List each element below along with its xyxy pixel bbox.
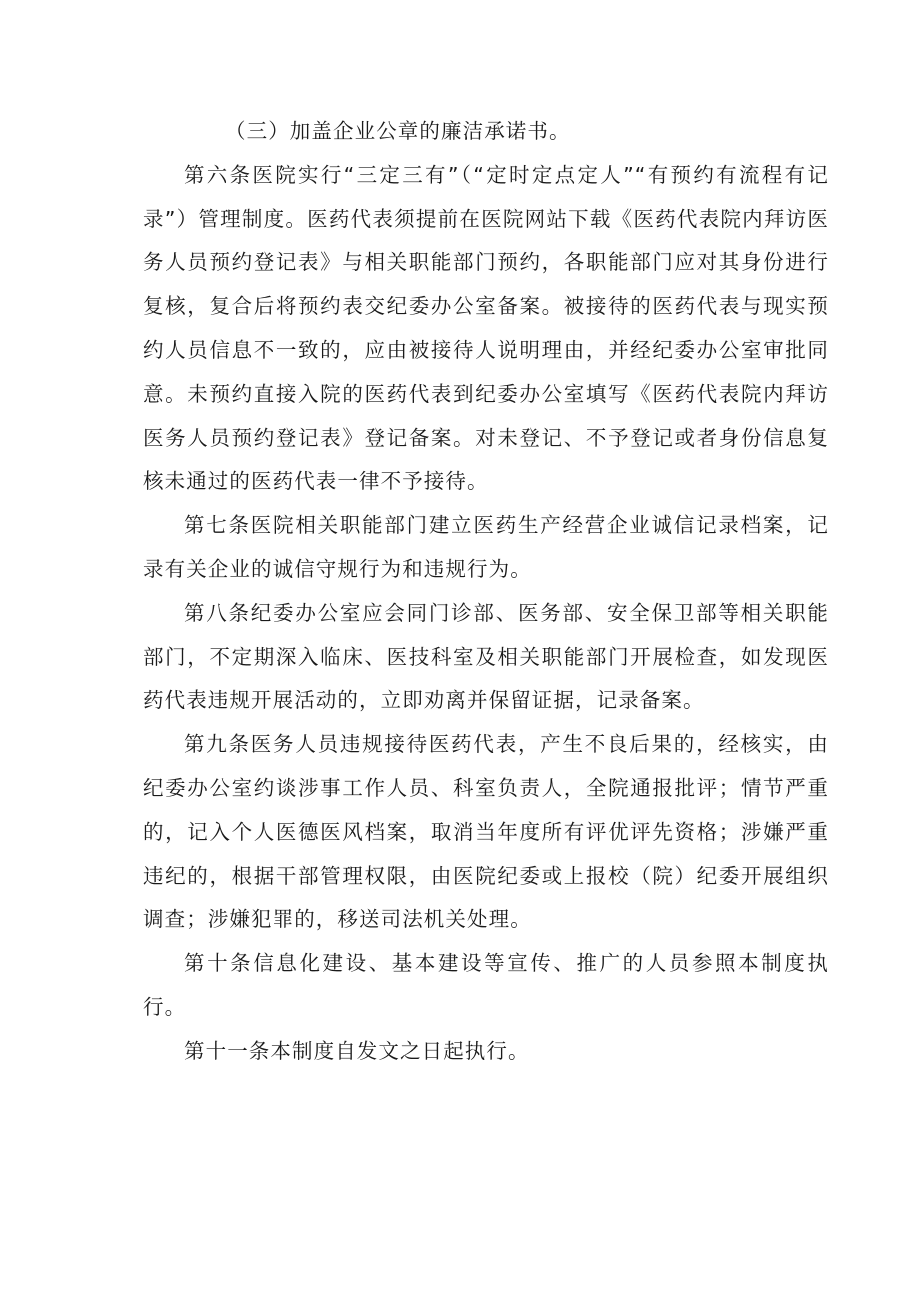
article-8: 第八条纪委办公室应会同门诊部、医务部、安全保卫部等相关职能部门，不定期深入临床、医技科室及相关职能部门开展检查，如发现医药代表违规开展活动的，立即劝离并保留证据，记录备案。 — [143, 600, 829, 713]
article-9: 第九条医务人员违规接待医药代表，产生不良后果的，经核实，由纪委办公室约谈涉事工作人员、科室负责人，全院通报批评；情节严重的，记入个人医德医风档案，取消当年度所有评优评先资格；涉嫌严重违纪的，根据干部管理权限，由医院纪委或上报校（院）纪委开展组织调查；涉嫌犯罪的，移送司法机关处理。 — [143, 732, 829, 932]
article-7: 第七条医院相关职能部门建立医药生产经营企业诚信记录档案，记录有关企业的诚信守规行为和违规行为。 — [143, 513, 829, 581]
paragraph-item-3: （三）加盖企业公章的廉洁承诺书。 — [225, 119, 571, 143]
document-body — [143, 110, 829, 1074]
article-6: 第六条医院实行“三定三有”（“定时定点定人”“有预约有流程有记录”）管理制度。医药代表须提前在医院网站下载《医药代表院内拜访医务人员预约登记表》与相关职能部门预约，各职能部门应对其身份进行复核，复合后将预约表交纪委办公室备案。被接待的医药代表与现实预约人员信息不一致的，应由被接待人说明理由，并经纪委办公室审批同意。未预约直接入院的医药代表到纪委办公室填写《医药代表院内拜访医务人员预约登记表》登记备案。对未登记、不予登记或者身份信息复核未通过的医药代表一律不予接待。 — [143, 162, 829, 494]
article-11: 第十一条本制度自发文之日起执行。 — [184, 1038, 530, 1063]
article-10: 第十条信息化建设、基本建设等宣传、推广的人员参照本制度执行。 — [143, 951, 829, 1019]
